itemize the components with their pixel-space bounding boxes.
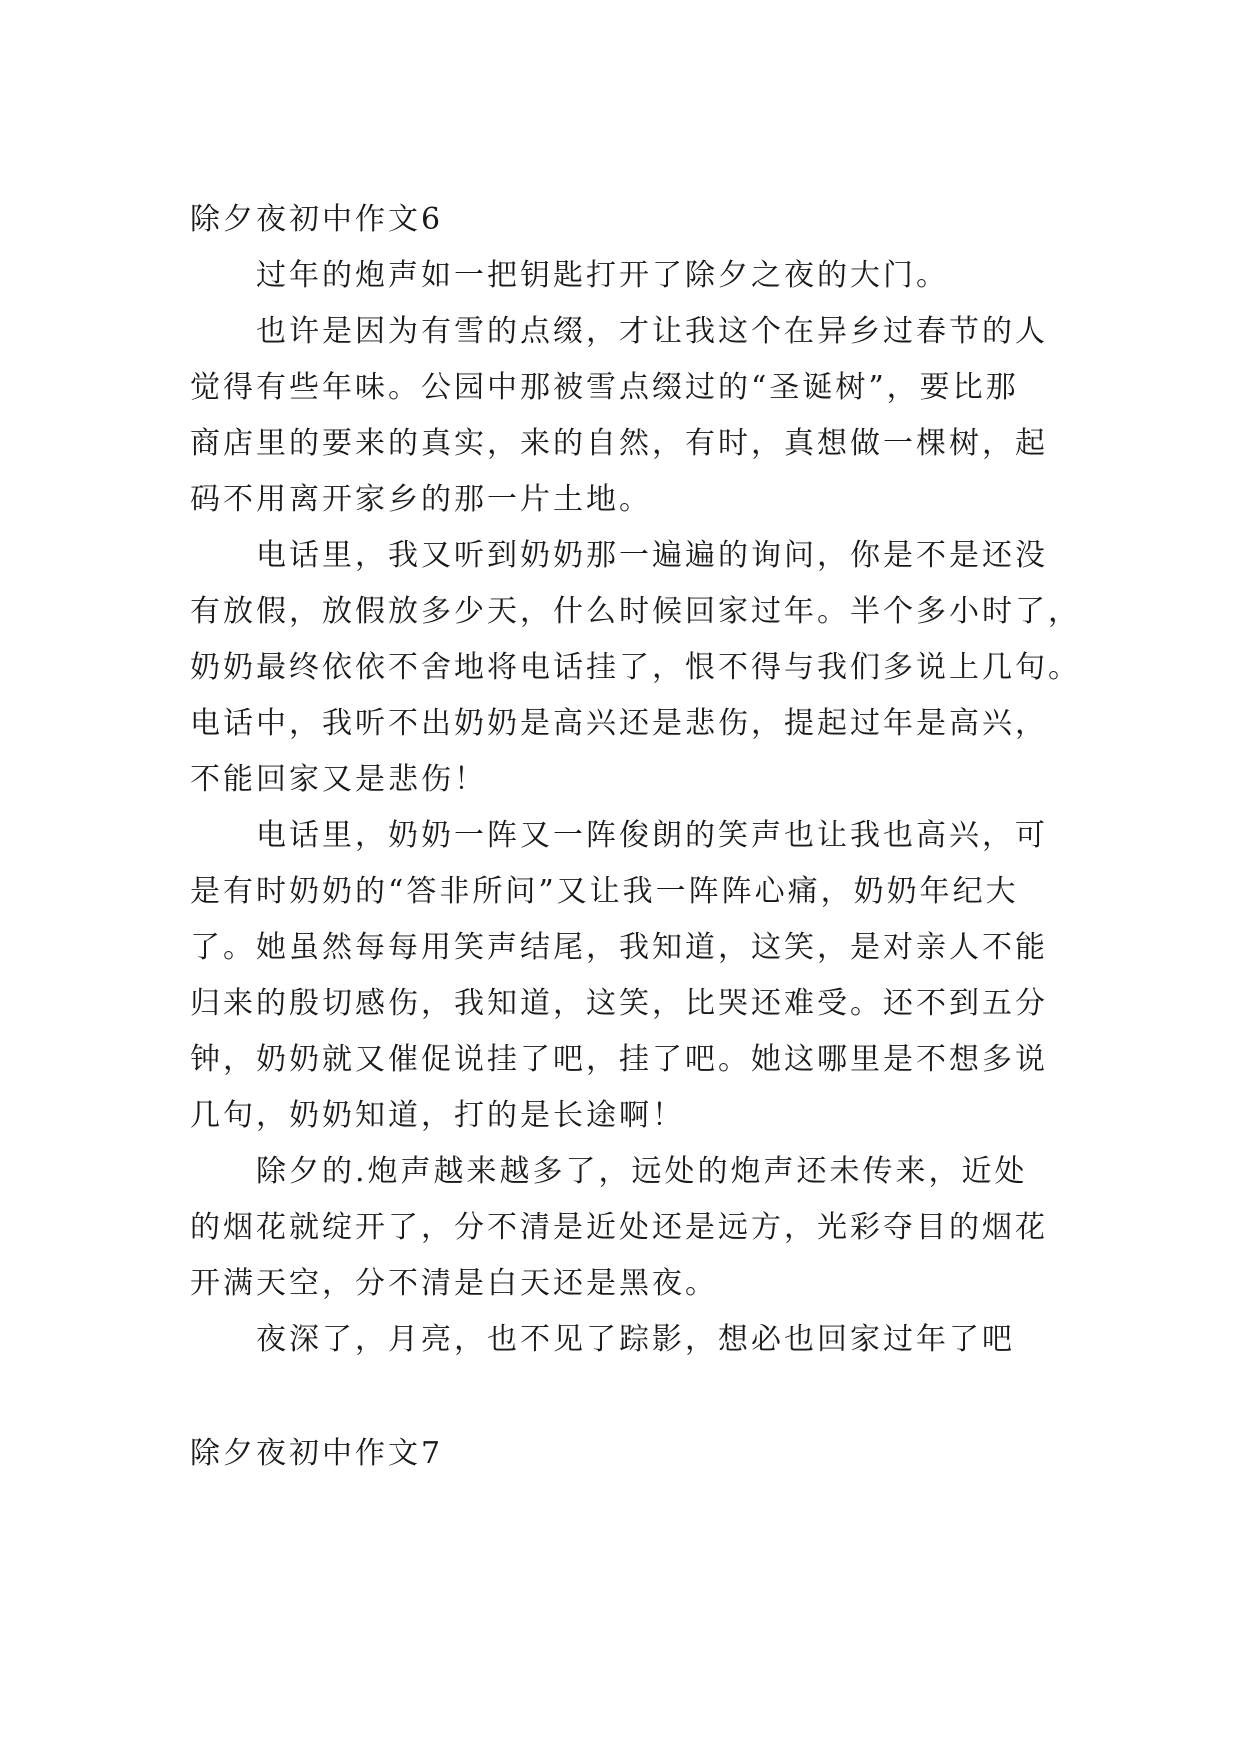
paragraph-line: 钟，奶奶就又催促说挂了吧，挂了吧。她这哪里是不想多说 [190, 1042, 1048, 1077]
paragraph-line: 电话里，我又听到奶奶那一遍遍的询问，你是不是还没 [256, 538, 1048, 573]
paragraph-line: 除夕的.炮声越来越多了，远处的炮声还未传来，近处 [256, 1154, 1028, 1189]
paragraph-line: 不能回家又是悲伤！ [190, 762, 487, 797]
paragraph-line: 夜深了，月亮，也不见了踪影，想必也回家过年了吧 [256, 1322, 1015, 1357]
paragraph-line: 过年的炮声如一把钥匙打开了除夕之夜的大门。 [256, 258, 949, 293]
paragraph-line: 了。她虽然每每用笑声结尾，我知道，这笑，是对亲人不能 [190, 930, 1048, 965]
paragraph-line: 几句，奶奶知道，打的是长途啊！ [190, 1098, 685, 1133]
paragraph-line: 归来的殷切感伤，我知道，这笑，比哭还难受。还不到五分 [190, 986, 1048, 1021]
paragraph-line: 也许是因为有雪的点缀，才让我这个在异乡过春节的人 [256, 314, 1048, 349]
paragraph-line: 开满天空，分不清是白天还是黑夜。 [190, 1266, 718, 1301]
paragraph-line: 的烟花就绽开了，分不清是近处还是远方，光彩夺目的烟花 [190, 1210, 1048, 1245]
paragraph-line: 有放假，放假放多少天，什么时候回家过年。半个多小时了， [190, 594, 1081, 629]
paragraph-line: 觉得有些年味。公园中那被雪点缀过的“圣诞树”，要比那 [190, 370, 1019, 405]
paragraph-line: 奶奶最终依依不舍地将电话挂了，恨不得与我们多说上几句。 [190, 650, 1081, 685]
paragraph-line: 电话中，我听不出奶奶是高兴还是悲伤，提起过年是高兴， [190, 706, 1048, 741]
paragraph-line: 电话里，奶奶一阵又一阵俊朗的笑声也让我也高兴，可 [256, 818, 1048, 853]
paragraph-line: 是有时奶奶的“答非所问”又让我一阵阵心痛，奶奶年纪大 [190, 874, 1019, 909]
paragraph-line: 商店里的要来的真实，来的自然，有时，真想做一棵树，起 [190, 426, 1048, 461]
section-title: 除夕夜初中作文6 [190, 202, 444, 237]
section-title: 除夕夜初中作文7 [190, 1436, 444, 1471]
paragraph-line: 码不用离开家乡的那一片土地。 [190, 482, 652, 517]
